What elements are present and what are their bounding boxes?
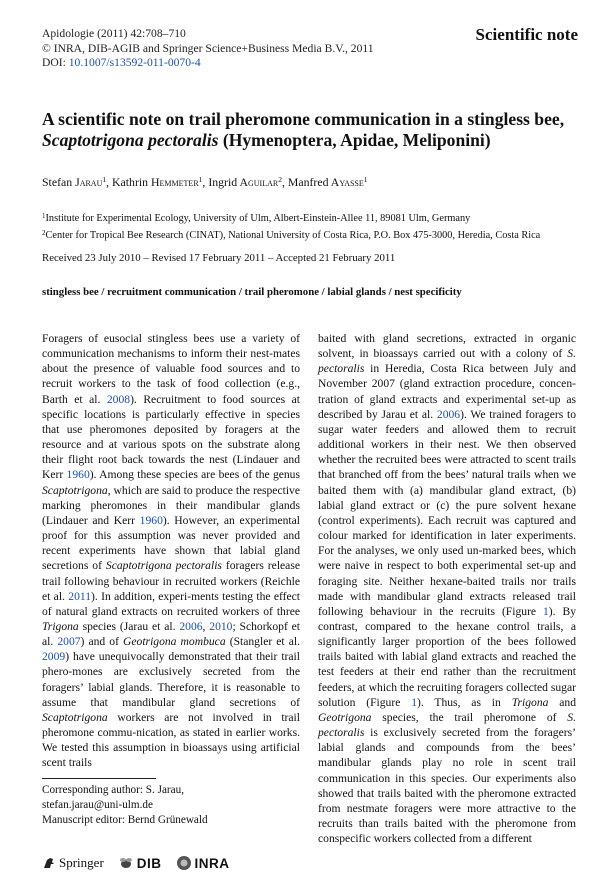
citation-link[interactable]: 2011	[68, 589, 92, 603]
citation-link[interactable]: 2010	[209, 619, 233, 633]
body-text: ) have unequivocally demonstrated that their trail phero-mones are exclusively secreted from the foragers’ labial glands. Therefore, it is reasonable to assume that mandibular gland secretions of	[42, 650, 300, 709]
copyright-line: © INRA, DIB-AGIB and Springer Science+Business Media B.V., 2011	[42, 41, 374, 55]
affiliation: $^2$Center for Tropical Bee Research (CINAT), National University of Costa Rica, P.O. Box 475-3000, Heredia, Costa Rica	[42, 229, 541, 241]
body-text: species, the trail pheromone of	[371, 710, 568, 724]
body-text: ). By contrast, compared to the hexane control trails, a significantly larger proportion of the bees followed trails baited with labial gland extracts and reached the test feeders at their end rather than the recruitment feeders, at which the recruiting foragers collected sugar solution (Figure	[318, 604, 576, 709]
author[interactable]: Ingrid Aguilar$^2$	[208, 175, 282, 189]
citation-link[interactable]: 2009	[42, 650, 66, 664]
doi-line	[42, 56, 578, 71]
citation-link[interactable]: 1960	[66, 468, 90, 482]
italic-term: Trigona	[511, 695, 549, 709]
italic-term: S. pectoralis	[318, 710, 576, 740]
inra-logo-text: INRA	[194, 855, 230, 871]
italic-term: Geotrigona mombuca	[123, 635, 226, 649]
author[interactable]: Manfred Ayasse$^1$	[287, 175, 368, 189]
body-text: ; Schorkopf et al.	[42, 619, 301, 649]
dib-bee-icon	[118, 856, 134, 870]
affiliation: $^1$Institute for Experimental Ecology, University of Ulm, Albert-Einstein-Allee 11, 89081 Ulm, Germany	[42, 212, 471, 224]
italic-term: S. pectoralis	[318, 347, 576, 376]
citation-link[interactable]: 1	[411, 695, 417, 709]
publisher-logos	[42, 855, 230, 871]
citation-link[interactable]: 1	[543, 604, 549, 618]
body-text: (Stangler et al.	[225, 635, 300, 649]
corresponding-author: Corresponding author: S. Jarau,	[42, 784, 184, 796]
body-text: ). Among these species are bees of the genus	[89, 468, 300, 482]
keywords: stingless bee / recruitment communication / trail pheromone / labial glands / nest specificity	[42, 286, 462, 298]
citation-link[interactable]: 2006	[436, 407, 461, 421]
body-text: ). Thus, as in	[416, 695, 512, 709]
italic-term: Scaptotrigona	[42, 483, 108, 497]
inra-circle-icon	[176, 855, 192, 871]
doi-prefix: DOI:	[42, 56, 69, 70]
received-dates: Received 23 July 2010 – Revised 17 February 2011 – Accepted 21 February 2011	[42, 252, 396, 264]
springer-horse-icon	[42, 856, 56, 870]
body-text: foragers release trail following behaviour in recruited workers (Reichle et al.	[42, 559, 300, 603]
title-species: Scaptotrigona pectoralis	[42, 130, 219, 150]
body-text: ) and of	[80, 635, 124, 649]
footnote-rule	[42, 778, 156, 779]
manuscript-editor: Manuscript editor: Bernd Grünewald	[42, 814, 208, 826]
body-text: species (Jarau et al.	[78, 619, 180, 633]
citation-link[interactable]: 2008	[106, 392, 131, 406]
article-title	[42, 109, 582, 151]
title-part2: (Hymenoptera, Apidae, Meliponini)	[218, 130, 491, 150]
citation-link[interactable]: 2006	[179, 619, 203, 633]
dib-logo	[118, 856, 162, 871]
body-text: is exclusively secreted from the foragers’ labial glands and compounds from the bees’ mandibular glands play no role in scent trail communication in this species. Our experiments also showed that trails baited with the pheromone extracted from nestmate foragers were more attractive to the recruits than trails baited with the pheromone from conspecific workers collected from a different	[318, 726, 576, 846]
affiliations	[42, 209, 582, 243]
italic-term: Scaptotrigona	[42, 710, 108, 724]
title-part1: A scientific note on trail pheromone communication in a stingless bee,	[42, 109, 565, 129]
journal-line: Apidologie (2011) 42:708–710	[42, 27, 186, 40]
doi-link[interactable]: 10.1007/s13592-011-0070-4	[68, 56, 201, 70]
body-text: and	[548, 695, 577, 709]
italic-term: Scaptotrigona pectoralis	[105, 559, 222, 573]
footnotes	[42, 783, 208, 828]
author-list: Stefan Jarau$^1$, Kathrin Hemmeter$^1$, Ingrid Aguilar$^2$, Manfred Ayasse$^1$	[42, 175, 368, 189]
italic-term: Geotrigona	[318, 710, 372, 724]
body-text: ). In addition, experi-ments testing the effect of natural gland extracts on recruited workers of three	[42, 589, 300, 618]
body-text: ,	[202, 619, 210, 633]
body-text: , which are said to produce the respective marking pheromones in their mandibular glands (Lindauer and Kerr	[42, 483, 300, 527]
inra-logo	[176, 855, 230, 871]
body-column-right	[318, 331, 576, 846]
header	[42, 27, 578, 71]
author[interactable]: Kathrin Hemmeter$^1$	[112, 175, 203, 189]
article-type: Scientific note	[475, 25, 578, 44]
author[interactable]: Stefan Jarau$^1$	[42, 175, 107, 189]
body-text: baited with gland secretions, extracted in organic solvent, in bioassays carried out with a colony of	[318, 332, 576, 361]
citation-link[interactable]: 2007	[57, 635, 81, 649]
body-column-left	[42, 331, 300, 771]
body-text: Foragers of eusocial stingless bees use a variety of communication mechanisms to inform their nest-mates about the presence of valuable food sources and to recruit workers to the task of food collection (e.g., Barth et al.	[42, 332, 300, 406]
italic-term: Trigona	[42, 619, 79, 633]
dib-logo-text: DIB	[136, 855, 162, 871]
citation-link[interactable]: 1960	[139, 513, 163, 527]
body-text: ). Recruitment to food sources at specific locations is particularly effective in species that use pheromones deposited by foragers at the resource and at various spots on the substrate along their flight root back towards the nest (Lindauer and Kerr	[42, 392, 300, 482]
body-text: workers are not involved in trail pheromone commu-nication, as stated in earlier works. We tested this assumption in bioassays using artificial scent trails	[42, 710, 300, 770]
body-text: ). We trained foragers to sugar water feeders and allowed them to recruit additional workers in their nest. We then observed whether the recruited bees were attracted to scent trails that branched off from the bees’ natural trails when we baited them with (a) mandibular gland extract, (b) labial gland extract or (c) the pure solvent hexane (control experiments). Each recruit was captured and colour marked for identification in later experiments. For the analyses, we only used un-marked bees, which were naive in respect to both experimental set-up and foraging site. Neither hexane-baited trails nor trails made with mandibular gland extracts released trail following behaviour in the recruits (Figure	[318, 407, 576, 618]
body-text: ). However, an experimental proof for this assumption was never provided and recent experiments have shown that labial gland secretions of	[42, 513, 300, 573]
author-email[interactable]: stefan.jarau@uni-ulm.de	[42, 799, 153, 811]
springer-logo-text: Springer	[59, 855, 104, 870]
springer-logo	[42, 855, 104, 871]
body-text: in Heredia, Costa Rica between July and November 2007 (gland extraction procedure, concen-tration of gland extracts and experimental set-up as described by Jarau et al.	[318, 362, 576, 421]
